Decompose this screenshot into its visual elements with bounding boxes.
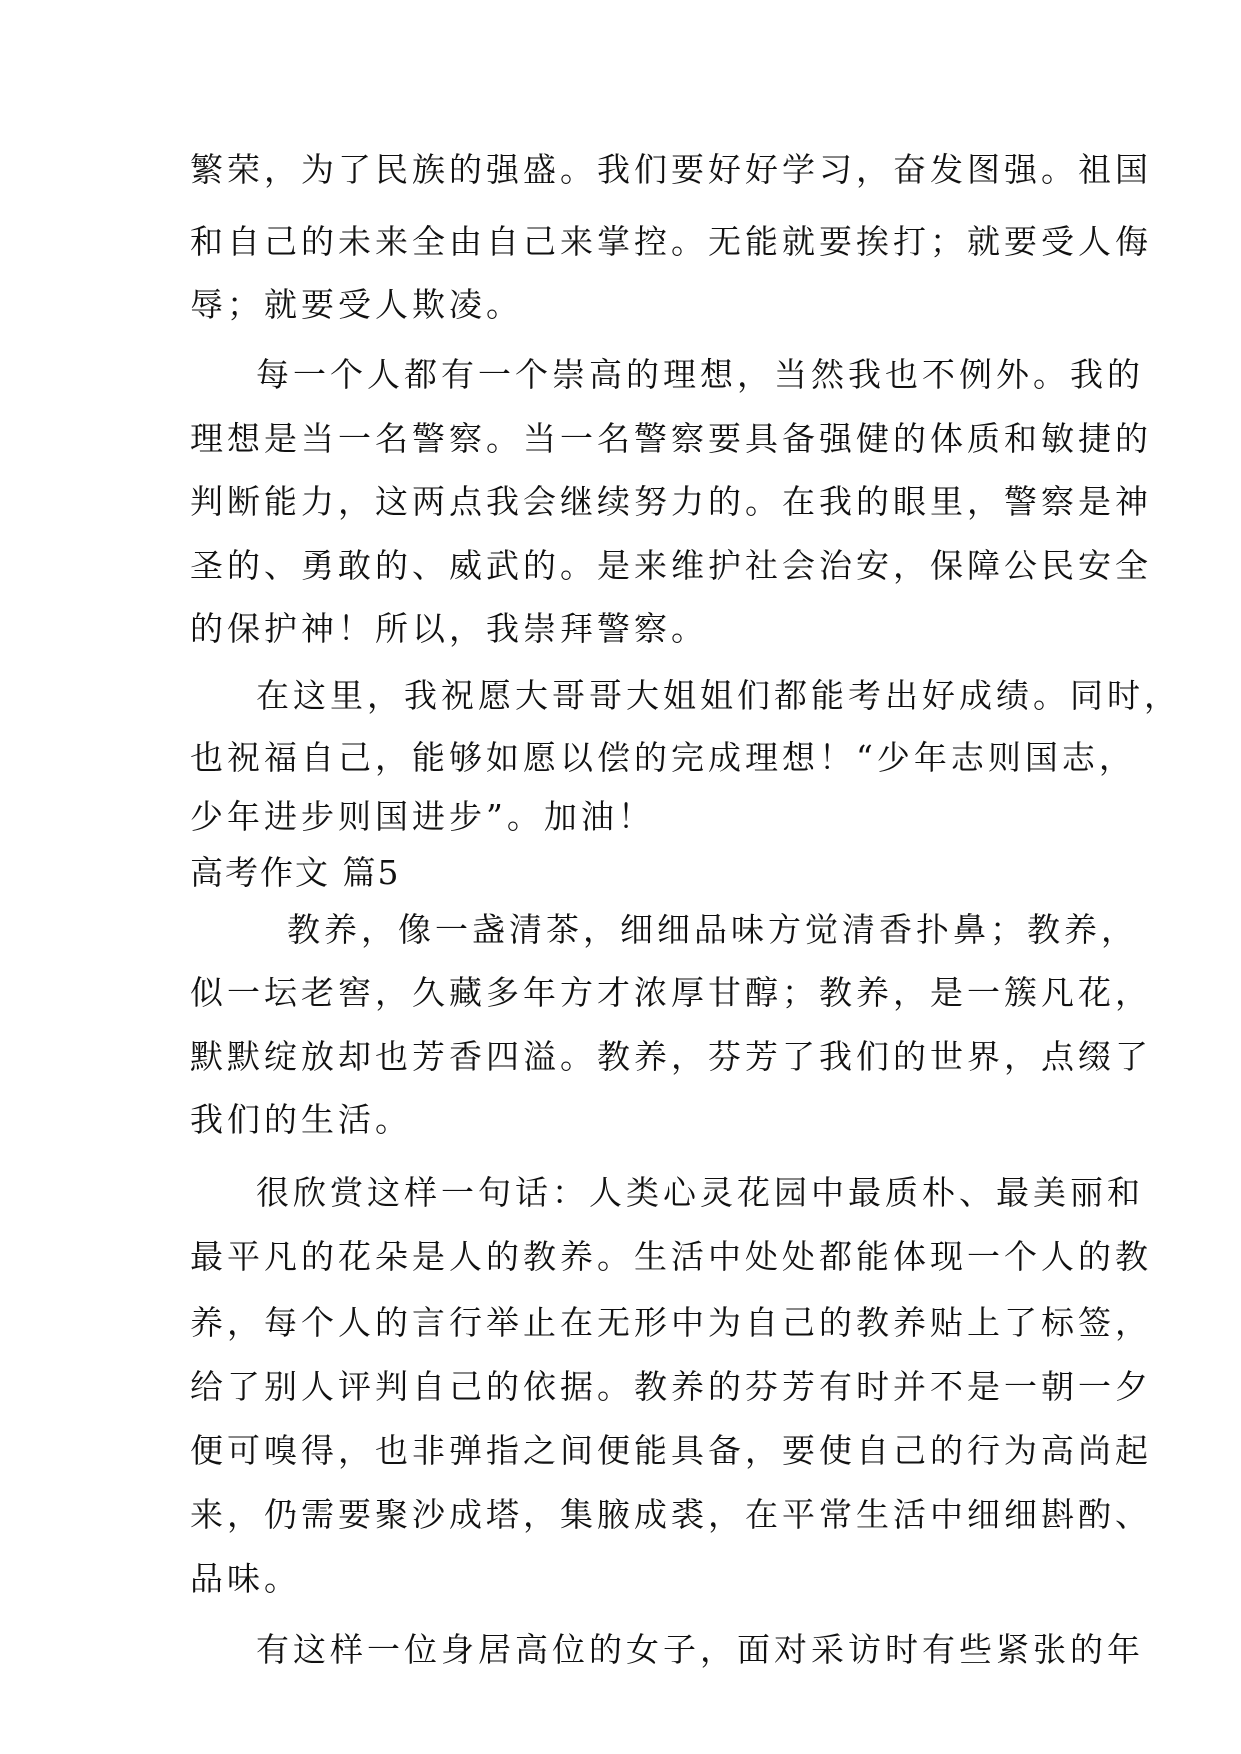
text-line: 默默绽放却也芳香四溢。教养，芬芳了我们的世界，点缀了 [190,1037,1152,1076]
text-line: 的保护神！所以，我崇拜警察。 [190,609,708,648]
text-line: 少年进步则国进步”。加油！ [190,797,655,836]
text-line: 教养，像一盏清茶，细细品味方觉清香扑鼻；教养， [287,910,1138,949]
text-line: 理想是当一名警察。当一名警察要具备强健的体质和敏捷的 [190,419,1152,458]
text-line: 品味。 [190,1559,301,1598]
text-line: 最平凡的花朵是人的教养。生活中处处都能体现一个人的教 [190,1237,1152,1276]
text-line: 有这样一位身居高位的女子，面对采访时有些紧张的年 [256,1630,1144,1669]
text-line: 每一个人都有一个崇高的理想，当然我也不例外。我的 [256,355,1144,394]
text-line: 繁荣，为了民族的强盛。我们要好好学习，奋发图强。祖国 [190,150,1152,189]
text-line: 很欣赏这样一句话：人类心灵花园中最质朴、最美丽和 [256,1173,1144,1212]
text-line: 辱；就要受人欺凌。 [190,285,523,324]
text-line: 圣的、勇敢的、威武的。是来维护社会治安，保障公民安全 [190,546,1152,585]
section-heading: 高考作文 篇5 [190,853,401,892]
text-line: 我们的生活。 [190,1100,412,1139]
text-line: 给了别人评判自己的依据。教养的芬芳有时并不是一朝一夕 [190,1367,1152,1406]
text-line: 在这里，我祝愿大哥哥大姐姐们都能考出好成绩。同时， [256,676,1181,715]
text-line: 养，每个人的言行举止在无形中为自己的教养贴上了标签， [190,1303,1152,1342]
text-line: 也祝福自己，能够如愿以偿的完成理想！“少年志则国志， [190,738,1136,777]
text-line: 来，仍需要聚沙成塔，集腋成裘，在平常生活中细细斟酌、 [190,1495,1152,1534]
text-line: 判断能力，这两点我会继续努力的。在我的眼里，警察是神 [190,482,1152,521]
text-line: 便可嗅得，也非弹指之间便能具备，要使自己的行为高尚起 [190,1431,1152,1470]
text-line: 似一坛老窖，久藏多年方才浓厚甘醇；教养，是一簇凡花， [190,973,1152,1012]
text-line: 和自己的未来全由自己来掌控。无能就要挨打；就要受人侮 [190,222,1152,261]
